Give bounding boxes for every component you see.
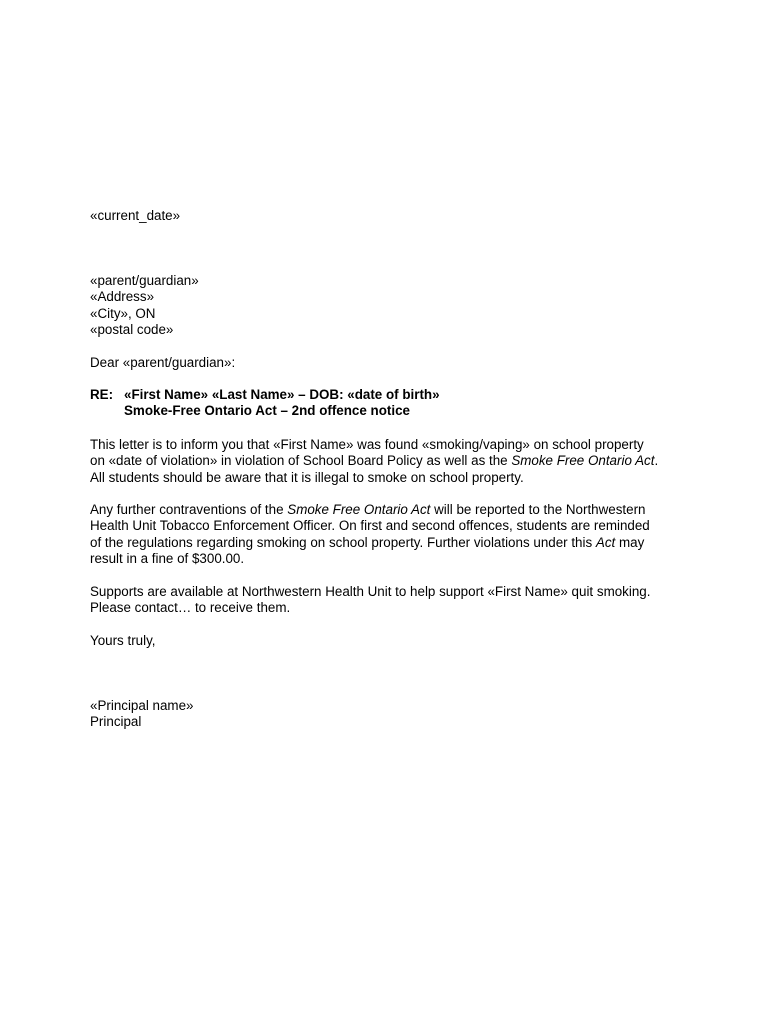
re-line-1	[90, 387, 690, 403]
paragraph-supports-line-2: Please contact… to receive them.	[90, 600, 291, 616]
paragraph-contraventions-line-1	[90, 502, 690, 518]
principal-name: «Principal name»	[90, 698, 194, 713]
paragraph-contraventions	[90, 502, 690, 568]
salutation	[90, 355, 690, 371]
recipient-address: «Address»	[90, 289, 155, 305]
closing-text: Yours truly,	[90, 633, 156, 648]
paragraph-notice-line-1: This letter is to inform you that «First Name» was found «smoking/vaping» on school property	[90, 437, 644, 452]
paragraph-notice-line-3: All students should be aware that it is illegal to smoke on school property.	[90, 469, 524, 485]
letter-date	[90, 208, 690, 224]
text-segment: .	[654, 453, 659, 469]
recipient-city: «City», ON	[90, 305, 156, 321]
recipient-address-block	[90, 273, 690, 339]
paragraph-contraventions-line-4: result in a fine of $300.00.	[90, 551, 245, 567]
paragraph-supports	[90, 584, 690, 617]
paragraph-notice-line-2	[90, 453, 690, 469]
paragraph-contraventions-line-3	[90, 535, 690, 551]
current-date: «current_date»	[90, 208, 181, 223]
re-line-2: Smoke-Free Ontario Act – 2nd offence notice	[124, 403, 410, 419]
paragraph-notice	[90, 437, 690, 486]
recipient-postal-code: «postal code»	[90, 322, 174, 338]
principal-title: Principal	[90, 714, 142, 730]
re-subject-block	[90, 387, 690, 420]
act-name: Smoke Free Ontario Act	[287, 502, 431, 517]
text-segment: on «date of violation» in violation of School Board Policy as well as the	[90, 453, 512, 469]
act-name: Act	[595, 534, 616, 550]
text-segment: of the regulations regarding smoking on school property. Further violations under this	[90, 534, 596, 550]
paragraph-contraventions-line-2: Health Unit Tobacco Enforcement Officer. On first and second offences, students are reminded	[90, 518, 650, 534]
text-segment: may	[615, 534, 645, 550]
recipient-name: «parent/guardian»	[90, 273, 199, 288]
text-segment: Any further contraventions of the	[90, 502, 288, 517]
salutation-text: Dear «parent/guardian»:	[90, 355, 236, 370]
signature-block	[90, 698, 690, 731]
paragraph-supports-line-1: Supports are available at Northwestern Health Unit to help support «First Name» quit smoking.	[90, 584, 651, 599]
re-student-dob: «First Name» «Last Name» – DOB: «date of birth»	[124, 387, 440, 402]
text-segment: will be reported to the Northwestern	[430, 502, 646, 517]
act-name: Smoke Free Ontario Act	[511, 453, 655, 469]
closing	[90, 633, 690, 649]
re-label: RE:	[90, 387, 114, 402]
